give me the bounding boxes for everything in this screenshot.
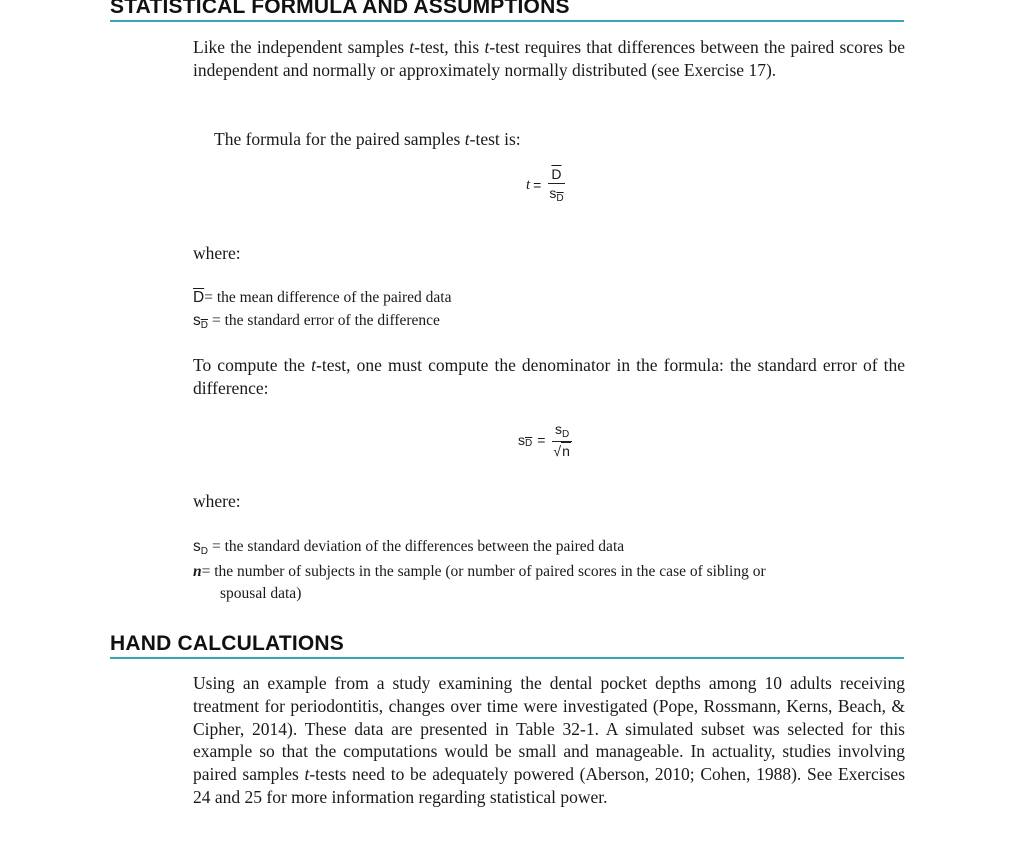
definition-standard-deviation: sD = the standard deviation of the differences between the paired data: [193, 538, 625, 557]
definitions-list-2: [193, 536, 905, 606]
definition-mean-difference: $\overline{D}=$ the mean difference of the paired data: [193, 289, 452, 306]
definition-n: n= the number of subjects in the sample (or number of paired scores in the case of sibling or: [193, 562, 766, 580]
definition-n-continued: spousal data): [220, 585, 302, 602]
definition-standard-error: $s\overline{D}$ = the standard error of the difference: [193, 311, 440, 331]
formula-intro: The formula for the paired samples t-test is:: [214, 129, 521, 149]
where-label-1: where:: [193, 243, 241, 263]
intro-paragraph: Like the independent samples t-test, this t-test requires that differences between the paired scores be independent and normally or approximately normally distributed (see Exercise 17).: [193, 37, 905, 80]
standard-error-formula: s $\overline{D}$ = $\frac{s_D}{√n}$: [518, 421, 574, 459]
compute-paragraph: To compute the t-test, one must compute the denominator in the formula: the standard error of the difference:: [193, 355, 905, 398]
section-heading-statistical-formula: STATISTICAL FORMULA AND ASSUMPTIONS: [110, 0, 904, 22]
where-label-2: where:: [193, 491, 241, 511]
paired-t-formula: t = $\frac{\overline{D}}{s_{\overline{D}}}$: [526, 166, 564, 204]
section-heading-hand-calculations: HAND CALCULATIONS: [110, 633, 904, 659]
definitions-list-1: [193, 287, 905, 334]
hand-calculations-paragraph: Using an example from a study examining the dental pocket depths among 10 adults receiving treatment for periodontitis, changes over time were investigated (Pope, Rossmann, Kerns, Beach, & Cipher, 2014). These data are presented in Table 32-1. A simulated subset was selected for this example so that the computations would be small and manageable. In actuality, studies involving paired samples t-tests need to be adequately powered (Aberson, 2010; Cohen, 1988). See Exercises 24 and 25 for more information regarding statistical power.: [193, 673, 906, 807]
